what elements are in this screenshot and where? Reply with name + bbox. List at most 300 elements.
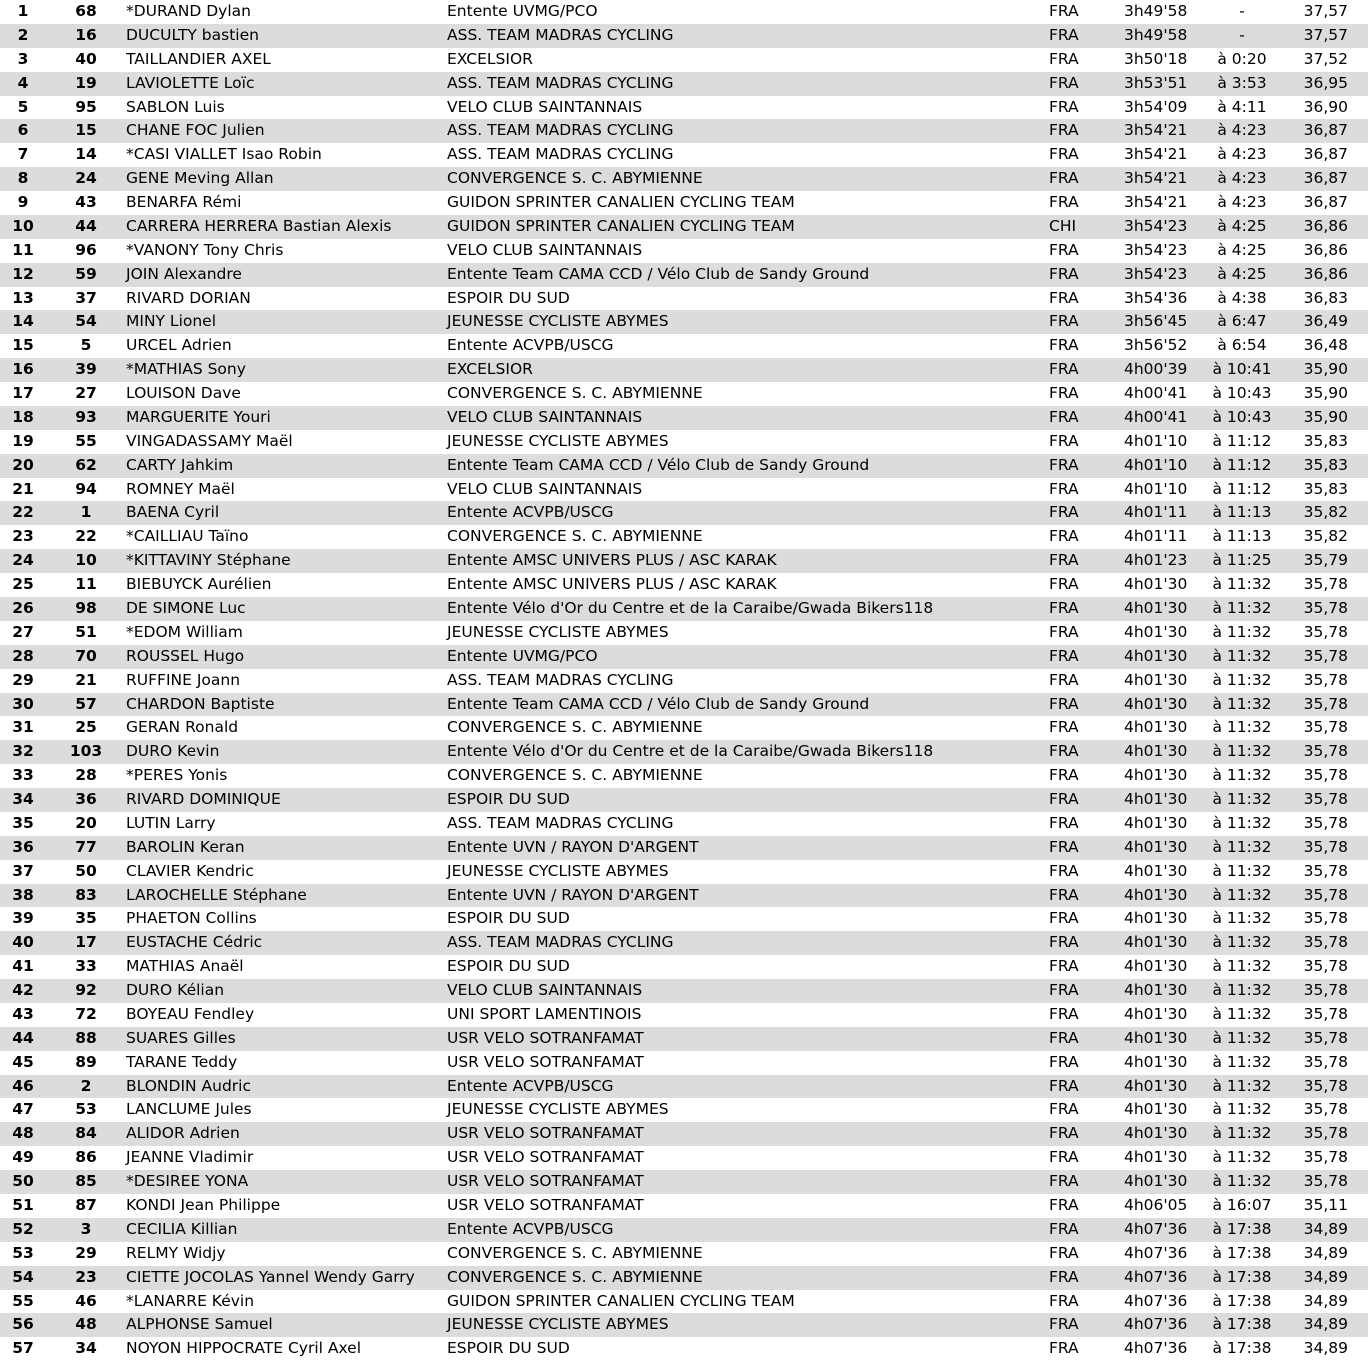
rank-cell: 34 xyxy=(12,790,34,809)
speed-cell: 35,83 xyxy=(1303,431,1348,450)
name-cell: ROMNEY Maël xyxy=(126,479,235,498)
bib-cell: 48 xyxy=(75,1315,97,1334)
speed-cell: 36,86 xyxy=(1303,240,1348,259)
name-cell: MARGUERITE Youri xyxy=(126,407,271,426)
rank-cell: 47 xyxy=(12,1100,34,1119)
name-cell: LOUISON Dave xyxy=(126,384,241,403)
gap-cell: à 11:13 xyxy=(1212,503,1272,522)
table-row xyxy=(0,597,1368,621)
bib-cell: 1 xyxy=(80,503,92,522)
gap-cell: à 11:32 xyxy=(1212,933,1272,952)
rank-cell: 32 xyxy=(12,742,34,761)
table-row xyxy=(0,478,1368,502)
bib-cell: 24 xyxy=(75,169,97,188)
nat-cell: CHI xyxy=(1049,216,1077,235)
name-cell: *PERES Yonis xyxy=(126,766,228,785)
bib-cell: 40 xyxy=(75,49,97,68)
time-cell: 4h00'41 xyxy=(1124,384,1188,403)
speed-cell: 35,78 xyxy=(1303,599,1348,617)
time-cell: 4h01'30 xyxy=(1124,861,1188,880)
rank-cell: 14 xyxy=(12,312,34,331)
bib-cell: 50 xyxy=(75,861,97,880)
name-cell: LAVIOLETTE Loïc xyxy=(126,73,255,92)
rank-cell: 45 xyxy=(12,1052,34,1071)
rank-cell: 50 xyxy=(12,1172,34,1191)
gap-cell: à 6:54 xyxy=(1217,336,1267,355)
name-cell: BIEBUYCK Aurélien xyxy=(126,575,272,594)
speed-cell: 35,82 xyxy=(1303,503,1348,522)
team-cell: JEUNESSE CYCLISTE ABYMES xyxy=(447,1315,669,1334)
team-cell: CONVERGENCE S. C. ABYMIENNE xyxy=(447,169,703,188)
name-cell: JEANNE Vladimir xyxy=(126,1148,254,1167)
gap-cell: à 11:32 xyxy=(1212,909,1272,928)
table-row xyxy=(0,310,1368,334)
nat-cell: FRA xyxy=(1049,861,1079,880)
rank-cell: 23 xyxy=(12,527,34,546)
gap-cell: - xyxy=(1239,2,1245,20)
name-cell: DURO Kélian xyxy=(126,981,225,1000)
team-cell: ASS. TEAM MADRAS CYCLING xyxy=(447,670,674,689)
name-cell: *CAILLIAU Taïno xyxy=(126,527,249,546)
nat-cell: FRA xyxy=(1049,837,1079,856)
name-cell: CECILIA Killian xyxy=(126,1219,238,1238)
gap-cell: - xyxy=(1239,25,1245,44)
time-cell: 4h07'36 xyxy=(1124,1219,1188,1238)
rank-cell: 13 xyxy=(12,288,34,307)
bib-cell: 44 xyxy=(75,216,97,235)
time-cell: 3h56'45 xyxy=(1124,312,1188,331)
nat-cell: FRA xyxy=(1049,646,1079,665)
gap-cell: à 11:32 xyxy=(1212,622,1272,641)
team-cell: ASS. TEAM MADRAS CYCLING xyxy=(447,121,674,140)
rank-cell: 42 xyxy=(12,981,34,1000)
nat-cell: FRA xyxy=(1049,73,1079,92)
bib-cell: 19 xyxy=(75,73,97,92)
name-cell: DURO Kevin xyxy=(126,742,220,761)
table-row xyxy=(0,812,1368,836)
gap-cell: à 17:38 xyxy=(1212,1315,1272,1334)
speed-cell: 35,78 xyxy=(1303,1148,1348,1167)
name-cell: BAENA Cyril xyxy=(126,503,220,522)
team-cell: Entente ACVPB/USCG xyxy=(447,1219,614,1238)
table-row xyxy=(0,788,1368,812)
team-cell: ASS. TEAM MADRAS CYCLING xyxy=(447,933,674,952)
nat-cell: FRA xyxy=(1049,384,1079,403)
rank-cell: 35 xyxy=(12,813,34,832)
name-cell: MATHIAS Anaël xyxy=(126,957,244,976)
team-cell: USR VELO SOTRANFAMAT xyxy=(447,1172,644,1191)
time-cell: 3h54'21 xyxy=(1124,121,1188,140)
name-cell: *CASI VIALLET Isao Robin xyxy=(126,145,322,164)
speed-cell: 36,83 xyxy=(1303,288,1348,307)
rank-cell: 51 xyxy=(12,1196,34,1214)
gap-cell: à 11:32 xyxy=(1212,1124,1272,1143)
name-cell: LANCLUME Jules xyxy=(126,1100,252,1119)
name-cell: CHANE FOC Julien xyxy=(126,121,265,140)
bib-cell: 3 xyxy=(80,1219,92,1238)
team-cell: JEUNESSE CYCLISTE ABYMES xyxy=(447,861,669,880)
bib-cell: 16 xyxy=(75,25,97,44)
rank-cell: 26 xyxy=(12,599,34,617)
team-cell: VELO CLUB SAINTANNAIS xyxy=(447,479,643,498)
gap-cell: à 11:32 xyxy=(1212,1100,1272,1119)
gap-cell: à 11:32 xyxy=(1212,1148,1272,1167)
nat-cell: FRA xyxy=(1049,169,1079,188)
gap-cell: à 11:32 xyxy=(1212,742,1272,761)
rank-cell: 12 xyxy=(12,264,34,283)
team-cell: VELO CLUB SAINTANNAIS xyxy=(447,240,643,259)
gap-cell: à 4:11 xyxy=(1217,97,1267,116)
gap-cell: à 11:32 xyxy=(1212,957,1272,976)
name-cell: BENARFA Rémi xyxy=(126,193,242,212)
rank-cell: 46 xyxy=(12,1076,34,1095)
name-cell: PHAETON Collins xyxy=(126,909,257,928)
speed-cell: 35,78 xyxy=(1303,933,1348,952)
speed-cell: 37,52 xyxy=(1303,49,1348,68)
name-cell: RIVARD DOMINIQUE xyxy=(126,790,281,809)
speed-cell: 35,83 xyxy=(1303,455,1348,474)
team-cell: JEUNESSE CYCLISTE ABYMES xyxy=(447,1100,669,1119)
gap-cell: à 4:25 xyxy=(1217,240,1267,259)
name-cell: BOYEAU Fendley xyxy=(126,1004,255,1023)
team-cell: Entente Vélo d'Or du Centre et de la Caraibe/Gwada Bikers118 xyxy=(447,742,934,761)
team-cell: Entente Team CAMA CCD / Vélo Club de Sandy Ground xyxy=(447,694,870,713)
time-cell: 3h54'21 xyxy=(1124,169,1188,188)
table-row xyxy=(0,406,1368,430)
name-cell: DE SIMONE Luc xyxy=(126,599,246,617)
table-row xyxy=(0,358,1368,382)
team-cell: GUIDON SPRINTER CANALIEN CYCLING TEAM xyxy=(447,193,795,212)
time-cell: 4h01'30 xyxy=(1124,694,1188,713)
nat-cell: FRA xyxy=(1049,1076,1079,1095)
speed-cell: 34,89 xyxy=(1303,1243,1348,1262)
time-cell: 3h49'58 xyxy=(1124,25,1188,44)
time-cell: 4h01'30 xyxy=(1124,957,1188,976)
time-cell: 4h01'30 xyxy=(1124,646,1188,665)
gap-cell: à 4:23 xyxy=(1217,169,1267,188)
rank-cell: 25 xyxy=(12,575,34,594)
bib-cell: 34 xyxy=(75,1339,97,1358)
gap-cell: à 17:38 xyxy=(1212,1219,1272,1238)
name-cell: CLAVIER Kendric xyxy=(126,861,254,880)
time-cell: 4h01'10 xyxy=(1124,455,1188,474)
rank-cell: 36 xyxy=(12,837,34,856)
nat-cell: FRA xyxy=(1049,813,1079,832)
nat-cell: FRA xyxy=(1049,2,1079,20)
rank-cell: 16 xyxy=(12,360,34,379)
bib-cell: 68 xyxy=(75,2,97,20)
time-cell: 3h50'18 xyxy=(1124,49,1188,68)
gap-cell: à 0:20 xyxy=(1217,49,1267,68)
gap-cell: à 11:12 xyxy=(1212,479,1272,498)
gap-cell: à 11:32 xyxy=(1212,599,1272,617)
time-cell: 4h01'10 xyxy=(1124,431,1188,450)
rank-cell: 11 xyxy=(12,240,34,259)
rank-cell: 9 xyxy=(17,193,29,212)
bib-cell: 77 xyxy=(75,837,97,856)
table-row xyxy=(0,1075,1368,1099)
nat-cell: FRA xyxy=(1049,1243,1079,1262)
team-cell: ESPOIR DU SUD xyxy=(447,909,570,928)
bib-cell: 20 xyxy=(75,813,97,832)
time-cell: 4h01'30 xyxy=(1124,575,1188,594)
speed-cell: 35,11 xyxy=(1303,1196,1348,1214)
speed-cell: 35,78 xyxy=(1303,646,1348,665)
table-row xyxy=(0,645,1368,669)
gap-cell: à 11:32 xyxy=(1212,1172,1272,1191)
gap-cell: à 11:12 xyxy=(1212,431,1272,450)
name-cell: TARANE Teddy xyxy=(126,1052,238,1071)
nat-cell: FRA xyxy=(1049,1315,1079,1334)
bib-cell: 11 xyxy=(75,575,97,594)
time-cell: 4h01'30 xyxy=(1124,981,1188,1000)
time-cell: 3h53'51 xyxy=(1124,73,1188,92)
time-cell: 4h01'11 xyxy=(1124,503,1188,522)
team-cell: CONVERGENCE S. C. ABYMIENNE xyxy=(447,718,703,737)
name-cell: CARRERA HERRERA Bastian Alexis xyxy=(126,216,392,235)
speed-cell: 35,90 xyxy=(1303,407,1348,426)
rank-cell: 8 xyxy=(17,169,29,188)
team-cell: ESPOIR DU SUD xyxy=(447,957,570,976)
name-cell: MINY Lionel xyxy=(126,312,217,331)
speed-cell: 35,90 xyxy=(1303,384,1348,403)
table-row xyxy=(0,931,1368,955)
rank-cell: 17 xyxy=(12,384,34,403)
team-cell: Entente ACVPB/USCG xyxy=(447,503,614,522)
name-cell: CIETTE JOCOLAS Yannel Wendy Garry xyxy=(126,1267,415,1286)
gap-cell: à 11:32 xyxy=(1212,766,1272,785)
time-cell: 4h07'36 xyxy=(1124,1291,1188,1310)
rank-cell: 54 xyxy=(12,1267,34,1286)
time-cell: 3h49'58 xyxy=(1124,2,1188,20)
name-cell: *EDOM William xyxy=(126,622,243,641)
bib-cell: 39 xyxy=(75,360,97,379)
time-cell: 4h01'30 xyxy=(1124,1004,1188,1023)
table-row xyxy=(0,1122,1368,1146)
table-row xyxy=(0,740,1368,764)
nat-cell: FRA xyxy=(1049,312,1079,331)
time-cell: 3h56'52 xyxy=(1124,336,1188,355)
table-row xyxy=(0,884,1368,908)
team-cell: Entente AMSC UNIVERS PLUS / ASC KARAK xyxy=(447,551,777,570)
nat-cell: FRA xyxy=(1049,49,1079,68)
gap-cell: à 17:38 xyxy=(1212,1339,1272,1358)
bib-cell: 95 xyxy=(75,97,97,116)
bib-cell: 85 xyxy=(75,1172,97,1191)
speed-cell: 36,48 xyxy=(1303,336,1348,355)
team-cell: CONVERGENCE S. C. ABYMIENNE xyxy=(447,527,703,546)
nat-cell: FRA xyxy=(1049,694,1079,713)
speed-cell: 35,78 xyxy=(1303,957,1348,976)
bib-cell: 53 xyxy=(75,1100,97,1119)
rank-cell: 7 xyxy=(17,145,29,164)
nat-cell: FRA xyxy=(1049,407,1079,426)
speed-cell: 35,78 xyxy=(1303,575,1348,594)
nat-cell: FRA xyxy=(1049,622,1079,641)
speed-cell: 35,78 xyxy=(1303,813,1348,832)
bib-cell: 57 xyxy=(75,694,97,713)
time-cell: 4h01'11 xyxy=(1124,527,1188,546)
gap-cell: à 11:12 xyxy=(1212,455,1272,474)
time-cell: 4h01'30 xyxy=(1124,599,1188,617)
table-row xyxy=(0,573,1368,597)
nat-cell: FRA xyxy=(1049,503,1079,522)
time-cell: 3h54'21 xyxy=(1124,193,1188,212)
speed-cell: 35,78 xyxy=(1303,622,1348,641)
time-cell: 3h54'23 xyxy=(1124,240,1188,259)
bib-cell: 36 xyxy=(75,790,97,809)
bib-cell: 92 xyxy=(75,981,97,1000)
time-cell: 4h00'41 xyxy=(1124,407,1188,426)
speed-cell: 35,79 xyxy=(1303,551,1348,570)
nat-cell: FRA xyxy=(1049,742,1079,761)
table-row xyxy=(0,979,1368,1003)
team-cell: ASS. TEAM MADRAS CYCLING xyxy=(447,25,674,44)
time-cell: 4h01'30 xyxy=(1124,766,1188,785)
name-cell: TAILLANDIER AXEL xyxy=(126,49,271,68)
team-cell: Entente Team CAMA CCD / Vélo Club de Sandy Ground xyxy=(447,264,870,283)
table-row xyxy=(0,549,1368,573)
name-cell: SUARES Gilles xyxy=(126,1028,236,1047)
bib-cell: 55 xyxy=(75,431,97,450)
bib-cell: 29 xyxy=(75,1243,97,1262)
rank-cell: 5 xyxy=(17,97,29,116)
team-cell: Entente UVN / RAYON D'ARGENT xyxy=(447,837,699,856)
time-cell: 4h01'30 xyxy=(1124,1172,1188,1191)
team-cell: ASS. TEAM MADRAS CYCLING xyxy=(447,813,674,832)
bib-cell: 25 xyxy=(75,718,97,737)
speed-cell: 35,78 xyxy=(1303,1100,1348,1119)
team-cell: UNI SPORT LAMENTINOIS xyxy=(447,1004,642,1023)
gap-cell: à 10:43 xyxy=(1212,384,1272,403)
bib-cell: 70 xyxy=(75,646,97,665)
name-cell: EUSTACHE Cédric xyxy=(126,933,263,952)
table-row xyxy=(0,0,1368,24)
nat-cell: FRA xyxy=(1049,455,1079,474)
team-cell: GUIDON SPRINTER CANALIEN CYCLING TEAM xyxy=(447,1291,795,1310)
speed-cell: 35,78 xyxy=(1303,1124,1348,1143)
team-cell: Entente ACVPB/USCG xyxy=(447,336,614,355)
name-cell: GERAN Ronald xyxy=(126,718,239,737)
rank-cell: 48 xyxy=(12,1124,34,1143)
table-row xyxy=(0,669,1368,693)
rank-cell: 55 xyxy=(12,1291,34,1310)
rank-cell: 49 xyxy=(12,1148,34,1167)
bib-cell: 14 xyxy=(75,145,97,164)
time-cell: 4h06'05 xyxy=(1124,1196,1188,1214)
rank-cell: 56 xyxy=(12,1315,34,1334)
nat-cell: FRA xyxy=(1049,25,1079,44)
bib-cell: 2 xyxy=(80,1076,92,1095)
gap-cell: à 11:13 xyxy=(1212,527,1272,546)
rank-cell: 39 xyxy=(12,909,34,928)
nat-cell: FRA xyxy=(1049,599,1079,617)
name-cell: BLONDIN Audric xyxy=(126,1076,252,1095)
table-row xyxy=(0,1098,1368,1122)
time-cell: 4h01'30 xyxy=(1124,790,1188,809)
nat-cell: FRA xyxy=(1049,264,1079,283)
bib-cell: 86 xyxy=(75,1148,97,1167)
gap-cell: à 17:38 xyxy=(1212,1243,1272,1262)
name-cell: NOYON HIPPOCRATE Cyril Axel xyxy=(126,1339,362,1358)
gap-cell: à 11:32 xyxy=(1212,575,1272,594)
speed-cell: 35,78 xyxy=(1303,1076,1348,1095)
table-row xyxy=(0,1218,1368,1242)
speed-cell: 35,78 xyxy=(1303,1004,1348,1023)
bib-cell: 43 xyxy=(75,193,97,212)
nat-cell: FRA xyxy=(1049,527,1079,546)
time-cell: 3h54'23 xyxy=(1124,264,1188,283)
name-cell: *DURAND Dylan xyxy=(126,2,251,20)
table-row xyxy=(0,525,1368,549)
table-row xyxy=(0,1051,1368,1075)
speed-cell: 36,86 xyxy=(1303,264,1348,283)
name-cell: *LANARRE Kévin xyxy=(126,1291,255,1310)
nat-cell: FRA xyxy=(1049,360,1079,379)
rank-cell: 30 xyxy=(12,694,34,713)
time-cell: 4h01'30 xyxy=(1124,1028,1188,1047)
table-row xyxy=(0,430,1368,454)
rank-cell: 33 xyxy=(12,766,34,785)
bib-cell: 93 xyxy=(75,407,97,426)
table-row xyxy=(0,1170,1368,1194)
time-cell: 4h01'30 xyxy=(1124,1052,1188,1071)
bib-cell: 46 xyxy=(75,1291,97,1310)
team-cell: Entente ACVPB/USCG xyxy=(447,1076,614,1095)
name-cell: VINGADASSAMY Maël xyxy=(126,431,293,450)
speed-cell: 35,82 xyxy=(1303,527,1348,546)
table-row xyxy=(0,1003,1368,1027)
nat-cell: FRA xyxy=(1049,1172,1079,1191)
gap-cell: à 11:32 xyxy=(1212,1028,1272,1047)
rank-cell: 57 xyxy=(12,1339,34,1358)
rank-cell: 20 xyxy=(12,455,34,474)
name-cell: BAROLIN Keran xyxy=(126,837,245,856)
nat-cell: FRA xyxy=(1049,1339,1079,1358)
gap-cell: à 11:32 xyxy=(1212,1004,1272,1023)
rank-cell: 38 xyxy=(12,885,34,904)
bib-cell: 27 xyxy=(75,384,97,403)
gap-cell: à 11:32 xyxy=(1212,813,1272,832)
gap-cell: à 11:25 xyxy=(1212,551,1272,570)
gap-cell: à 17:38 xyxy=(1212,1267,1272,1286)
table-row xyxy=(0,167,1368,191)
nat-cell: FRA xyxy=(1049,1100,1079,1119)
speed-cell: 34,89 xyxy=(1303,1267,1348,1286)
rank-cell: 15 xyxy=(12,336,34,355)
table-row xyxy=(0,860,1368,884)
nat-cell: FRA xyxy=(1049,790,1079,809)
gap-cell: à 10:41 xyxy=(1212,360,1272,379)
team-cell: ASS. TEAM MADRAS CYCLING xyxy=(447,145,674,164)
table-row xyxy=(0,1337,1368,1361)
gap-cell: à 11:32 xyxy=(1212,694,1272,713)
table-row xyxy=(0,1290,1368,1314)
nat-cell: FRA xyxy=(1049,670,1079,689)
nat-cell: FRA xyxy=(1049,1028,1079,1047)
bib-cell: 84 xyxy=(75,1124,97,1143)
bib-cell: 87 xyxy=(75,1196,97,1214)
speed-cell: 34,89 xyxy=(1303,1315,1348,1334)
team-cell: Entente UVMG/PCO xyxy=(447,2,598,20)
nat-cell: FRA xyxy=(1049,336,1079,355)
time-cell: 4h01'10 xyxy=(1124,479,1188,498)
nat-cell: FRA xyxy=(1049,1148,1079,1167)
team-cell: USR VELO SOTRANFAMAT xyxy=(447,1124,644,1143)
name-cell: *DESIREE YONA xyxy=(126,1172,249,1191)
speed-cell: 35,90 xyxy=(1303,360,1348,379)
name-cell: RELMY Widjy xyxy=(126,1243,226,1262)
